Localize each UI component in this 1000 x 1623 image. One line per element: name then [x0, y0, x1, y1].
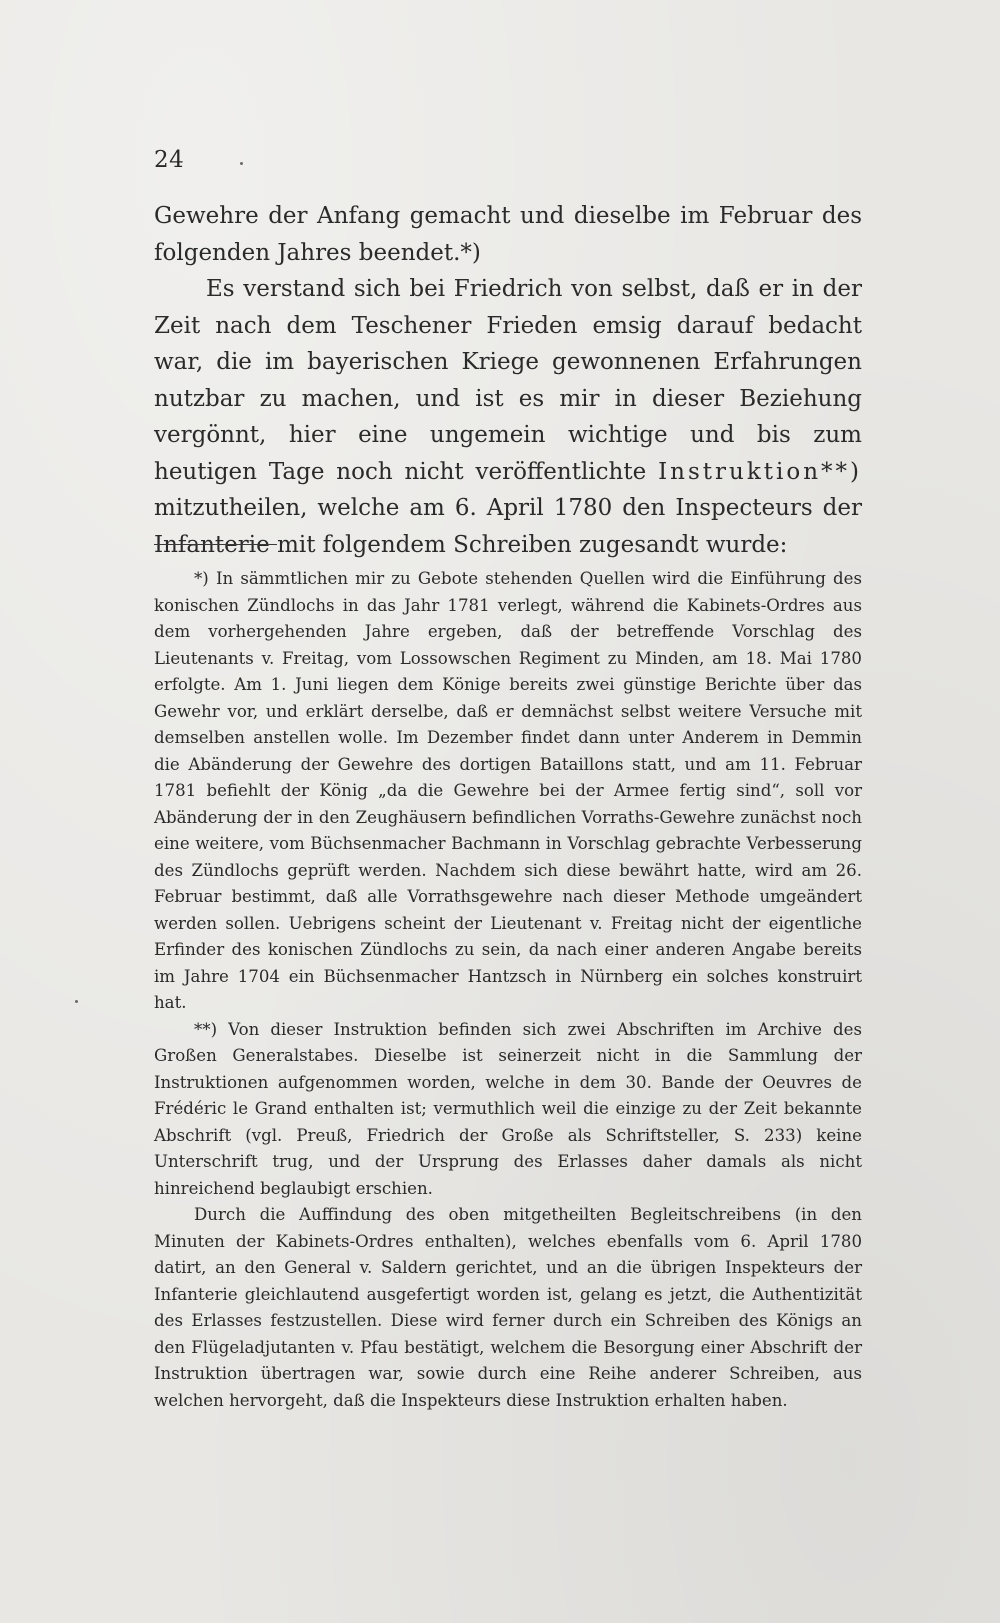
page-number: 24	[154, 147, 185, 173]
footnote-separator	[154, 544, 277, 545]
main-paragraph-2-end: mitzutheilen, welche am 6. April 1780 den Inspecteurs der Infanterie mit folgendem Schreiben zugesandt wurde:	[154, 495, 862, 558]
footnote-1: *) In sämmtlichen mir zu Gebote stehenden Quellen wird die Einführung des konischen Zündlochs in das Jahr 1781 verlegt, während die Kabinets-Ordres aus dem vorhergehenden Jahre ergeben, daß der betreffende Vorschlag des Lieutenants v. Freitag, vom Lossowschen Regiment zu Minden, am 18. Mai 1780 erfolgte. Am 1. Juni liegen dem Könige bereits zwei günstige Berichte über das Gewehr vor, und erklärt derselbe, daß er demnächst selbst weitere Versuche mit demselben anstellen wolle. Im Dezember findet dann unter Anderem in Demmin die Abänderung der Gewehre des dortigen Bataillons statt, und am 11. Februar 1781 befiehlt der König „da die Gewehre bei der Armee fertig sind“, soll vor Abänderung der in den Zeughäusern befindlichen Vorraths-Gewehre zunächst noch eine weitere, vom Büchsenmacher Bachmann in Vorschlag gebrachte Verbesserung des Zündlochs geprüft werden. Nachdem sich diese bewährt hatte, wird am 26. Februar bestimmt, daß alle Vorrathsgewehre nach dieser Methode umgeändert werden sollen. Uebrigens scheint der Lieutenant v. Freitag nicht der eigentliche Erfinder des konischen Zündlochs zu sein, da nach einer anderen Angabe bereits im Jahre 1704 ein Büchsenmacher Hantzsch in Nürnberg ein solches konstruirt hat.	[154, 569, 862, 1012]
main-paragraph-2-text: Es verstand sich bei Friedrich von selbst, daß er in der Zeit nach dem Teschener Frieden emsig darauf bedacht war, die im bayerischen Kriege gewonnenen Erfahrungen nutzbar zu machen, und ist es mir in dieser Beziehung vergönnt, hier eine ungemein wichtige und bis zum heutigen Tage noch nicht veröffentlichte	[154, 276, 862, 485]
footnote-2-continuation: Durch die Auffindung des oben mitgetheilten Begleitschreibens (in den Minuten der Kabinets-Ordres enthalten), welches ebenfalls vom 6. April 1780 datirt, an den General v. Saldern gerichtet, und an die übrigen Inspekteurs der Infanterie gleichlautend ausgefertigt worden ist, gelang es jetzt, die Authentizität des Erlasses festzustellen. Diese wird ferner durch ein Schreiben des Königs an den Flügeladjutanten v. Pfau bestätigt, welchem die Besorgung einer Abschrift der Instruktion übertragen war, sowie durch eine Reihe anderer Schreiben, aus welchen hervorgeht, daß die Inspekteurs diese Instruktion erhalten haben.	[154, 1205, 862, 1410]
main-paragraph-1: Gewehre der Anfang gemacht und dieselbe im Februar des folgenden Jahres beendet.*)	[154, 203, 862, 266]
main-text	[154, 198, 862, 563]
footnote-2: **) Von dieser Instruktion befinden sich zwei Abschriften im Archive des Großen Generalstabes. Dieselbe ist seinerzeit nicht in die Sammlung der Instruktionen aufgenommen worden, welche in dem 30. Bande der Oeuvres de Frédéric le Grand enthalten ist; vermuthlich weil die einzige zu der Zeit bekannte Abschrift (vgl. Preuß, Friedrich der Große als Schriftsteller, S. 233) keine Unterschrift trug, und der Ursprung des Erlasses daher damals als nicht hinreichend beglaubigt erschien.	[154, 1019, 862, 1198]
main-paragraph-2	[154, 271, 862, 563]
paper-speck	[75, 1000, 78, 1003]
footnotes	[154, 566, 862, 1414]
instruktion-emphasis: Instruktion**)	[658, 458, 863, 485]
paper-speck	[240, 162, 243, 165]
